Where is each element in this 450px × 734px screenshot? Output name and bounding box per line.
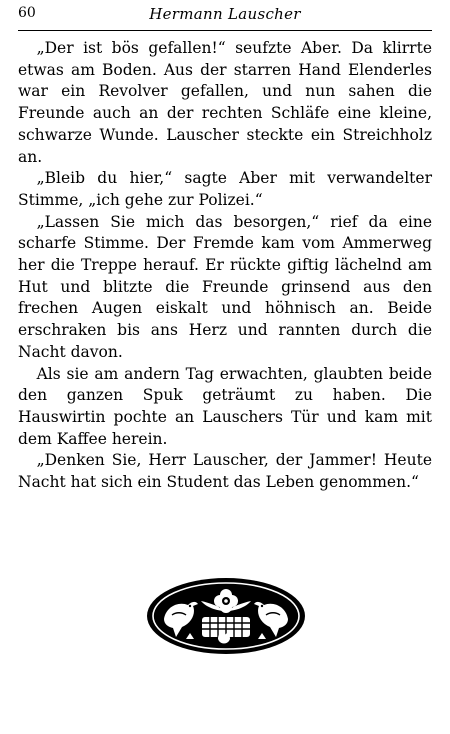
page-number: 60 [18,5,36,21]
page-header [18,5,432,29]
body-text [18,38,432,494]
paragraph: „Denken Sie, Herr Lauscher, der Jammer! Heute Nacht hat sich ein Student das Leben genommen.“ [18,451,432,492]
paragraph: „Der ist bös gefallen!“ seufzte Aber. Da klirrte etwas am Boden. Aus der starren Hand Elenderles war ein Revolver gefallen, und nun sahen die Freunde auch an der rechten Schläfe eine kleine, schwarze Wunde. Lauscher steckte ein Streichholz an. [18,39,432,166]
paragraph: Als sie am andern Tag erwachten, glaubten beide den ganzen Spuk geträumt zu haben. Die Hauswirtin pochte an Lauschers Tür und kam mit dem Kaffee herein. [18,364,432,448]
running-title: Hermann Lauscher [149,5,301,23]
birds-and-flower-vignette-icon [146,577,306,655]
header-rule [18,30,432,31]
paragraph: „Bleib du hier,“ sagte Aber mit verwandelter Stimme, „ich gehe zur Polizei.“ [18,169,432,209]
paragraph: „Lassen Sie mich das besorgen,“ rief da eine scharfe Stimme. Der Fremde kam vom Ammerweg her die Treppe herauf. Er rückte giftig lächelnd am Hut und blitzte die Freunde grinsend aus den frechen Augen eiskalt und höhnisch an. Beide erschraken bis ans Herz und rannten durch die Nacht davon. [18,212,432,361]
